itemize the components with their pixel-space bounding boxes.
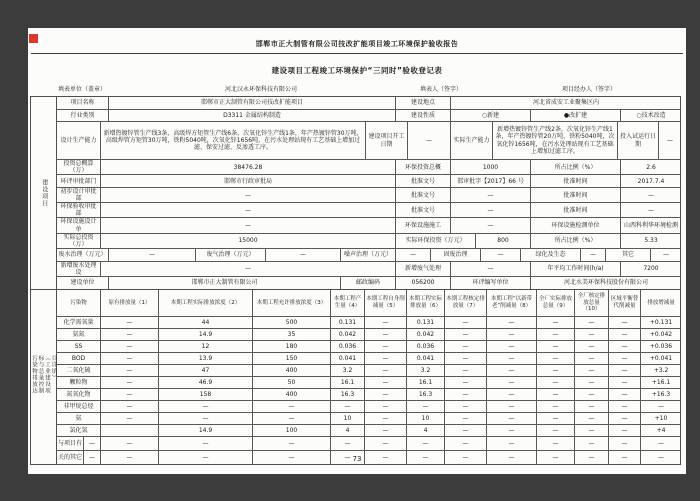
cell: —: [365, 353, 407, 364]
pollutant-name: 颗粒物: [57, 377, 101, 388]
cell: —: [331, 451, 365, 464]
cell: 1000: [451, 160, 531, 174]
pollutant-name: 非甲烷总烃: [57, 401, 101, 412]
cell: —: [648, 206, 654, 214]
cell: 本期工程允许排放浓度（3）: [253, 290, 331, 316]
cell: 47: [159, 365, 253, 376]
cell: 056200: [396, 277, 451, 289]
section2-side-label: 污染物排放达标与总量控制（工业建设项目详填）: [31, 354, 57, 394]
cell: —: [89, 453, 95, 461]
pollutant-row: [57, 424, 681, 436]
cell: —: [609, 425, 641, 436]
cell: 3.2: [407, 365, 445, 376]
cell: —: [331, 437, 365, 450]
cell: 0.042: [331, 329, 365, 340]
cell: —: [101, 188, 396, 202]
cell: 本期工程“以新带老”削减量（8）: [487, 290, 537, 316]
cell: —: [445, 365, 487, 376]
cell: 投资总概算（万）: [57, 160, 101, 174]
cell: 本期工程产生量（4）: [331, 290, 365, 316]
cell: —: [537, 329, 575, 340]
pollutant-row: [57, 400, 681, 412]
info-row: [57, 97, 681, 109]
cell: —: [609, 317, 641, 328]
cell: 年平均工作时间(h/a): [531, 262, 621, 276]
info-row: [57, 159, 681, 174]
cell: 邯郸市正大制管有限公司技改扩能项目: [109, 97, 396, 109]
cell: 2017.7.4: [637, 177, 665, 185]
cell: 废气治理（万元）: [196, 249, 266, 261]
cell: 行业类别: [57, 110, 109, 121]
cell: —: [575, 317, 609, 328]
cell: —: [487, 353, 537, 364]
cell: —: [365, 389, 407, 400]
pollutant-name: 与项目有: [57, 437, 84, 450]
cell: —: [663, 251, 669, 259]
cell: —: [575, 341, 609, 352]
pollutant-name: 氨: [57, 413, 101, 424]
acceptance-registration-table: [30, 96, 681, 465]
cell: —: [365, 451, 407, 464]
cell: —: [537, 401, 575, 412]
cell: —: [575, 377, 609, 388]
info-row: [57, 174, 681, 187]
cell: —: [487, 451, 537, 464]
cell: —: [101, 389, 159, 400]
cell: —: [101, 451, 159, 464]
cell: 新增热镀锌管生产线2条，次氧化锌生产线1条，年产热镀锌管20万吨，铁粉5040吨，次氧化锌1656吨，在污水处理站现有工艺基础上增加过滤工序。: [493, 122, 618, 159]
cell: 环保设施设计单: [57, 218, 101, 232]
cell: 新增废气处理: [396, 262, 451, 276]
cell: —: [487, 317, 537, 328]
cell: 投入试运行日期: [618, 122, 659, 159]
cell: 批准时间: [531, 203, 621, 217]
cell: 本期工程核定排放量（7）: [445, 290, 487, 316]
cell: —: [575, 365, 609, 376]
cell: 12: [159, 341, 253, 352]
cell: —: [159, 437, 253, 450]
cell: —: [487, 377, 537, 388]
cell: 建设地点: [396, 97, 451, 109]
cell: —: [159, 401, 253, 412]
cell: —: [365, 377, 407, 388]
cell: —: [609, 341, 641, 352]
cell: —: [487, 437, 537, 450]
cell: 污染物: [57, 290, 101, 316]
cell: —: [253, 451, 331, 464]
cell: 150: [253, 353, 331, 364]
pollutant-row: [57, 412, 681, 424]
cell: —: [445, 329, 487, 340]
pollutant-row: [57, 316, 681, 328]
cell: 0.041: [331, 353, 365, 364]
cell: D3311 金属结构制造: [109, 110, 396, 121]
cell: 邯审批字【2017】66 号: [451, 175, 531, 187]
cell: —: [537, 317, 575, 328]
cell: —: [575, 353, 609, 364]
cell: 0.036: [331, 341, 365, 352]
cell: 16.1: [331, 377, 365, 388]
cell: 设计生产能力: [57, 122, 101, 159]
cell: —: [609, 413, 641, 424]
cell: 固废治理: [431, 249, 481, 261]
cell: —: [609, 329, 641, 340]
cell: 158: [159, 389, 253, 400]
cell: 环评审批部门: [57, 175, 101, 187]
cell: 建设性质: [396, 110, 451, 121]
cell: +4: [656, 426, 666, 434]
construction-project-section: [31, 97, 680, 289]
cell: —: [445, 425, 487, 436]
cell: —: [609, 353, 641, 364]
cell: —: [101, 377, 159, 388]
cell: 本期工程实际排放量（6）: [407, 290, 445, 316]
cell: —: [537, 365, 575, 376]
cell: 14.9: [159, 425, 253, 436]
cell: —: [101, 203, 396, 217]
cell: —: [537, 451, 575, 464]
cell: —: [609, 389, 641, 400]
cell: ○新建: [451, 110, 531, 121]
cell: —: [575, 425, 609, 436]
cell: —: [537, 425, 575, 436]
cell: 46.9: [159, 377, 253, 388]
cell: 14.9: [159, 329, 253, 340]
cell: —: [445, 377, 487, 388]
cell: +0.036: [649, 342, 673, 350]
cell: —: [658, 453, 664, 461]
cell: —: [609, 437, 641, 450]
cell: —: [609, 377, 641, 388]
cell: —: [537, 437, 575, 450]
cell: —: [365, 341, 407, 352]
cell: —: [101, 218, 396, 232]
pollutant-row: [57, 340, 681, 352]
info-row: [57, 276, 681, 289]
cell: —: [101, 317, 159, 328]
cell: 河北省成安工业聚集区内: [532, 99, 599, 107]
cell: —: [101, 401, 159, 412]
cell: 排放增减量: [647, 299, 675, 306]
cell: —: [445, 401, 487, 412]
cell: —: [575, 451, 609, 464]
cell: 800: [476, 234, 531, 248]
cell: —: [407, 437, 445, 450]
cell: —: [101, 353, 159, 364]
pollutant-table-rows: [57, 290, 681, 464]
cell: 16.3: [331, 389, 365, 400]
cell: —: [487, 401, 537, 412]
info-row: [57, 202, 681, 217]
cell: 0.131: [331, 317, 365, 328]
cell: 批准文号: [396, 188, 451, 202]
header-divider: [31, 53, 683, 54]
cell: —: [487, 365, 537, 376]
cell: —: [658, 402, 664, 410]
fill-person-label: 填表人（签字）: [419, 86, 462, 93]
cell: —: [445, 317, 487, 328]
cell: 4: [407, 425, 445, 436]
cell: —: [365, 365, 407, 376]
cell: —: [487, 413, 537, 424]
cell: —: [253, 413, 331, 424]
cell: 实际环保投资（万元）: [396, 234, 476, 248]
cell: 项目名称: [57, 97, 109, 109]
cell: —: [451, 218, 531, 232]
pollutant-name: 氯化氢: [57, 425, 101, 436]
cell: 全厂核定排放总量（10）: [575, 290, 609, 316]
cell: 44: [159, 317, 253, 328]
cell: 区域平衡替代削减量: [609, 290, 641, 316]
info-row: [57, 187, 681, 202]
cell: —: [101, 413, 159, 424]
cell: 环评编写单位: [451, 277, 531, 289]
cell: —: [89, 439, 95, 447]
info-row: [57, 248, 681, 261]
cell: —: [451, 188, 531, 202]
cell: 16.3: [407, 389, 445, 400]
cell: +0.041: [649, 354, 673, 362]
cell: 山西科利华环境检测: [623, 222, 678, 229]
cell: 50: [253, 377, 331, 388]
report-header-title: 邯郸市正大制管有限公司技改扩能项目竣工环境保护验收报告: [255, 40, 459, 48]
cell: —: [159, 451, 253, 464]
fill-unit-value: 河北汉永环保科技有限公司: [224, 86, 297, 93]
cell: 新增废水处理设: [57, 262, 101, 276]
pollutant-row: [57, 376, 681, 388]
cell: 100: [253, 425, 331, 436]
cell: 环保投资总概: [396, 160, 451, 174]
cell: 原有排放量（1）: [101, 290, 159, 316]
cell: —: [658, 439, 664, 447]
cell: —: [101, 341, 159, 352]
info-row: [57, 121, 681, 159]
pollutant-name: 氨氮: [57, 329, 101, 340]
cell: —: [445, 353, 487, 364]
cell: +16.1: [651, 378, 671, 386]
cell: 噪声治理（万元）: [341, 249, 396, 261]
pollutant-header-row: [57, 290, 681, 316]
cell: —: [253, 401, 331, 412]
cell: 实际生产能力: [451, 122, 493, 159]
cell: 批准时间: [531, 188, 621, 202]
cell: 5.33: [644, 237, 658, 245]
pollutant-row: [57, 436, 681, 450]
cell: —: [253, 437, 331, 450]
cell: —: [537, 377, 575, 388]
section2-side-cell: [31, 290, 57, 464]
cell: 新增热镀锌管生产线3条，高级焊方矩管生产线6条，次氧化锌生产线1条，年产热镀锌管30万吨，高级焊管方矩管30万吨，铁粉5040吨，次氧化锌1656吨，在污水处理站现有工艺基础上增加过滤、保安过滤、反渗透工序。: [101, 122, 366, 159]
cell: —: [575, 437, 609, 450]
cell: 环保设施施工: [396, 218, 451, 232]
info-row: [57, 217, 681, 232]
cell: —: [365, 425, 407, 436]
cell: 180: [253, 341, 331, 352]
cell: 批准文号: [396, 203, 451, 217]
cell: —: [365, 413, 407, 424]
section1-side-label: 建设项目: [40, 178, 48, 207]
cell: —: [575, 389, 609, 400]
red-annotation-mark: [29, 34, 38, 43]
info-row: [57, 109, 681, 121]
pollutant-row: [57, 328, 681, 340]
cell: 13.9: [159, 353, 253, 364]
cell: 35: [253, 329, 331, 340]
cell: —: [445, 389, 487, 400]
cell: —: [609, 365, 641, 376]
cell: +10: [654, 414, 668, 422]
cell: —: [408, 122, 451, 159]
pollutant-name: 化学需氧量: [57, 317, 101, 328]
cell: —: [575, 401, 609, 412]
cell: —: [537, 353, 575, 364]
cell: —: [396, 249, 431, 261]
cell: —: [481, 249, 521, 261]
cell: +3.2: [653, 366, 669, 374]
cell: —: [537, 341, 575, 352]
fill-unit-row: [30, 84, 686, 93]
cell: —: [451, 203, 531, 217]
cell: —: [101, 329, 159, 340]
cell: 16.1: [407, 377, 445, 388]
cell: —: [407, 401, 445, 412]
cell: 400: [253, 365, 331, 376]
cell: 500: [253, 317, 331, 328]
cell: —: [667, 136, 673, 144]
cell: —: [581, 249, 606, 261]
pollutant-name: 氮氧化物: [57, 389, 101, 400]
cell: —: [365, 437, 407, 450]
cell: +0.131: [649, 318, 673, 326]
cell: 环保验收审批部: [57, 203, 101, 217]
cell: —: [487, 425, 537, 436]
cell: 本期工程自身削减量（5）: [365, 290, 407, 316]
cell: 环保设施检测单位: [531, 218, 621, 232]
cell: 建设项目开工日期: [366, 122, 408, 159]
cell: —: [487, 341, 537, 352]
cell: [101, 425, 159, 436]
cell: 所占比例（%）: [531, 160, 621, 174]
document-page: [28, 28, 686, 474]
fill-unit-label: 填表单位（盖章）: [58, 86, 107, 93]
cell: —: [445, 413, 487, 424]
cell: —: [407, 451, 445, 464]
cell: —: [331, 401, 365, 412]
cell: 0.131: [407, 317, 445, 328]
cell: —: [537, 389, 575, 400]
project-handler-label: 项目经办人（签字）: [561, 86, 616, 93]
cell: 0.042: [407, 329, 445, 340]
cell: ●改扩建: [531, 110, 621, 121]
pollutant-name: 关的其它: [57, 451, 84, 464]
cell: 10: [407, 413, 445, 424]
cell: —: [487, 329, 537, 340]
cell: 邯郸市行政审批局: [101, 175, 396, 187]
cell: 实际总投资（万）: [57, 234, 101, 248]
cell: —: [109, 249, 196, 261]
page-number: 73: [352, 455, 362, 463]
cell: —: [101, 365, 159, 376]
cell: —: [609, 451, 641, 464]
cell: 400: [253, 389, 331, 400]
cell: —: [101, 262, 396, 276]
cell: —: [159, 413, 253, 424]
cell: ○技术改造: [636, 111, 666, 119]
cell: —: [365, 401, 407, 412]
cell: 10: [331, 413, 365, 424]
cell: +0.042: [649, 330, 673, 338]
cell: 38476.28: [101, 160, 396, 174]
cell: —: [537, 413, 575, 424]
cell: 建设单位: [57, 277, 109, 289]
cell: —: [648, 191, 654, 199]
cell: 废水治理（万元）: [57, 249, 109, 261]
pollutant-name: SS: [57, 341, 101, 352]
cell: [57, 437, 101, 450]
cell: —: [575, 329, 609, 340]
cell: 2.6: [646, 163, 656, 171]
cell: +16.3: [651, 390, 671, 398]
cell: 初步设计审批部: [57, 188, 101, 202]
cell: —: [609, 401, 641, 412]
cell: 15000: [101, 234, 396, 248]
project-info-rows: [57, 97, 681, 289]
cell: 邮政编码: [341, 277, 396, 289]
cell: —: [445, 437, 487, 450]
cell: 0.036: [407, 341, 445, 352]
pollutant-name: 二氧化硫: [57, 365, 101, 376]
cell: 0.041: [407, 353, 445, 364]
cell: 绿化及生态: [521, 249, 581, 261]
cell: —: [575, 413, 609, 424]
pollutant-row: [57, 388, 681, 400]
cell: 批准时间: [531, 175, 621, 187]
cell: 批准文号: [396, 175, 451, 187]
cell: —: [445, 451, 487, 464]
cell: 4: [331, 425, 365, 436]
pollutant-row: [57, 352, 681, 364]
cell: 邯郸市正大制管有限公司: [109, 277, 341, 289]
cell: 河北水美环保科技股份有限公司: [563, 279, 648, 287]
info-row: [57, 261, 681, 276]
cell: 7200: [643, 265, 659, 273]
pollutant-control-section: [31, 289, 680, 464]
cell: —: [487, 389, 537, 400]
pollutant-name: BOD: [57, 353, 101, 364]
cell: —: [365, 329, 407, 340]
cell: —: [445, 341, 487, 352]
cell: 3.2: [331, 365, 365, 376]
cell: —: [101, 437, 159, 450]
cell: 全厂实际排放总量（9）: [537, 290, 575, 316]
pollutant-row: [57, 364, 681, 376]
info-row: [57, 233, 681, 248]
cell: —: [451, 262, 531, 276]
cell: —: [365, 317, 407, 328]
cell: 本期工程实际排放浓度（2）: [159, 290, 253, 316]
section1-side-cell: [31, 97, 57, 289]
form-title: 建设项目工程竣工环境保护“三同时”验收登记表: [271, 66, 443, 75]
cell: 所占比例（%）: [531, 234, 621, 248]
cell: —: [266, 249, 341, 261]
cell: 其它: [606, 249, 651, 261]
